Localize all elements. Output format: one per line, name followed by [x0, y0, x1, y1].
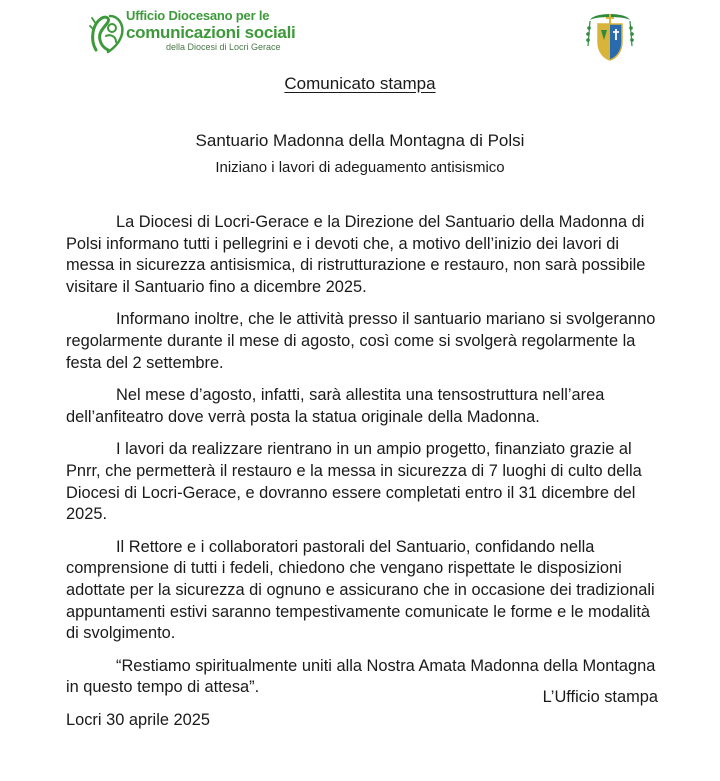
logo-line-2: comunicazioni sociali [126, 23, 296, 42]
communications-logo-icon [88, 10, 128, 56]
office-logo [88, 8, 296, 60]
coat-of-arms-icon [584, 10, 636, 64]
paragraph: Il Rettore e i collaboratori pastorali del Santuario, confidando nella comprensione di tutti i fedeli, chiedono che vengano rispettate le disposizioni adottate per la sicurezza di ognuno e assicurano che in occasione dei tradizionali appuntamenti estivi saranno tempestivamente comunicate le forme e le modalità di svolgimento. [66, 537, 655, 643]
place-and-date: Locri 30 aprile 2025 [66, 710, 210, 729]
logo-line-3: della Diocesi di Locri Gerace [166, 42, 281, 52]
document-title: Comunicato stampa [284, 74, 436, 93]
paragraph: Nel mese d’agosto, infatti, sarà allestita una tensostruttura nell’area dell’anfiteatro dove verrà posta la statua originale della Madonna. [66, 386, 605, 426]
subheadline: Iniziano i lavori di adeguamento antisismico [215, 159, 505, 176]
headline: Santuario Madonna della Montagna di Polsi [195, 131, 525, 150]
paragraph: La Diocesi di Locri-Gerace e la Direzione del Santuario della Madonna di Polsi informano tutti i pellegrini e i devoti che, a motivo dell’inizio dei lavori di messa in sicurezza antisismica, di ristrutturazione e restauro, non sarà possibile visitare il Santuario fino a dicembre 2025. [66, 213, 646, 296]
paragraph: Informano inoltre, che le attività presso il santuario mariano si svolgeranno regolarmente durante il mese di agosto, così come si svolgerà regolarmente la festa del 2 settembre. [66, 310, 656, 372]
office-name [126, 8, 295, 53]
press-release-body [66, 212, 662, 742]
logo-line-1: Ufficio Diocesano per le [126, 8, 270, 23]
letterhead [0, 0, 720, 70]
paragraph: “Restiamo spiritualmente uniti alla Nostra Amata Madonna della Montagna in questo tempo di attesa”. [66, 656, 656, 697]
signature: L’Ufficio stampa [542, 688, 658, 706]
paragraph: I lavori da realizzare rientrano in un ampio progetto, finanziato grazie al Pnrr, che permetterà il restauro e la messa in sicurezza di 7 luoghi di culto della Diocesi di Locri-Gerace, e dovranno essere completati entro il 31 dicembre del 2025. [66, 440, 642, 524]
